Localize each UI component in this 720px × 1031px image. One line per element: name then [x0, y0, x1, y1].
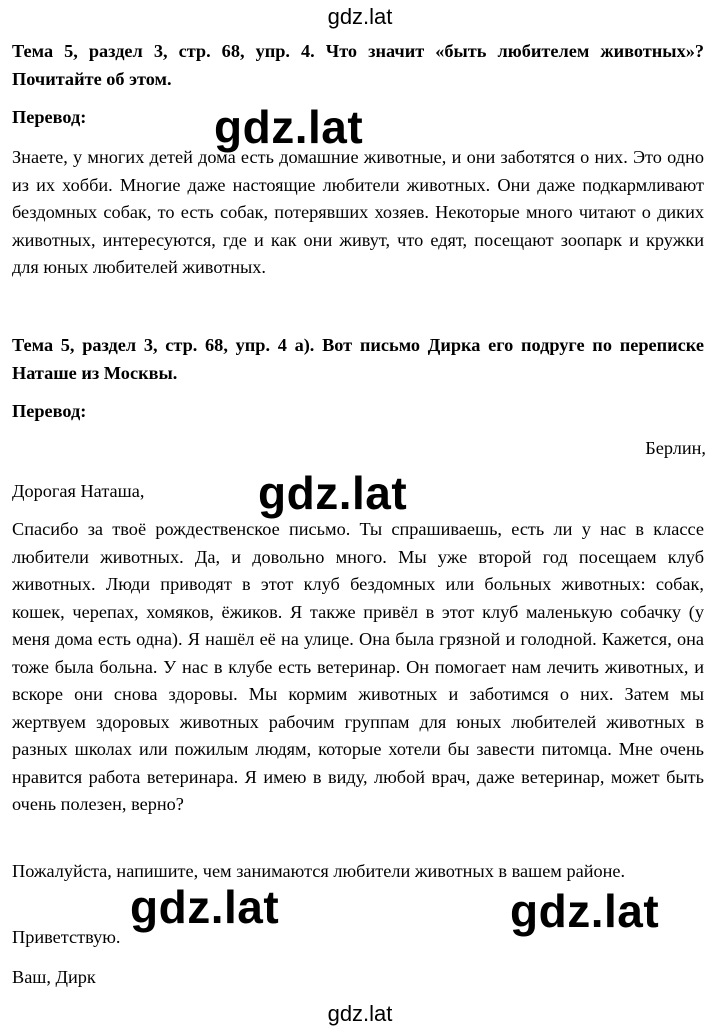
section-2-translation-label: Перевод: [12, 401, 87, 421]
section-1-text: Знаете, у многих детей дома есть домашние животные, и они заботятся о них. Это одно из их хобби. Многие даже настоящие любители животных. Они даже подкармливают бездомных собак, то есть собак, потерявших хозяев. Некоторые много читают о диких животных, интересуются, где и как они живут, что едят, посещают зоопарк и кружки для юных любителей животных. [12, 147, 704, 277]
letter-greeting: Дорогая Наташа, [12, 481, 145, 501]
watermark-large-2: gdz.lat [258, 467, 408, 519]
section-1-translation-label: Перевод: [12, 107, 87, 127]
watermark-large-4: gdz.lat [510, 885, 660, 937]
watermark-large-3: gdz.lat [130, 881, 280, 933]
section-2-heading: Тема 5, раздел 3, стр. 68, упр. 4 а). Вот письмо Дирка его подруге по переписке Наташе из Москвы. [12, 335, 704, 383]
letter-signature: Ваш, Дирк [12, 967, 96, 987]
watermark-bottom: gdz.lat [327, 1001, 393, 1026]
letter-body: Спасибо за твоё рождественское письмо. Ты спрашиваешь, есть ли у нас в классе любители животных. Да, и довольно много. Мы уже второй год посещаем клуб животных. Люди приводят в этот клуб бездомных или больных животных: собак, кошек, черепах, хомяков, ёжиков. Я также привёл в этот клуб маленькую собачку (у меня дома есть одна). Я нашёл её на улице. Она была грязной и голодной. Кажется, она тоже была больна. У нас в клубе есть ветеринар. Он помогает нам лечить животных, и вскоре они снова здоровы. Мы кормим животных и заботимся о них. Затем мы жертвуем здоровых животных рабочим группам для юных любителей животных в разных школах или пожилым людям, которые хотели бы завести питомца. Мне очень нравится работа ветеринара. Я имею в виду, любой врач, даже ветеринар, может быть очень полезен, верно? [12, 519, 704, 814]
watermark-large-1: gdz.lat [214, 101, 364, 153]
letter-regards: Приветствую. [12, 927, 121, 947]
letter-place: Берлин, [645, 438, 706, 458]
letter-request: Пожалуйста, напишите, чем занимаются любители животных в вашем районе. [12, 861, 626, 881]
section-1-heading: Тема 5, раздел 3, стр. 68, упр. 4. Что значит «быть любителем животных»? Почитайте об этом. [12, 41, 704, 89]
watermark-top: gdz.lat [327, 4, 393, 29]
